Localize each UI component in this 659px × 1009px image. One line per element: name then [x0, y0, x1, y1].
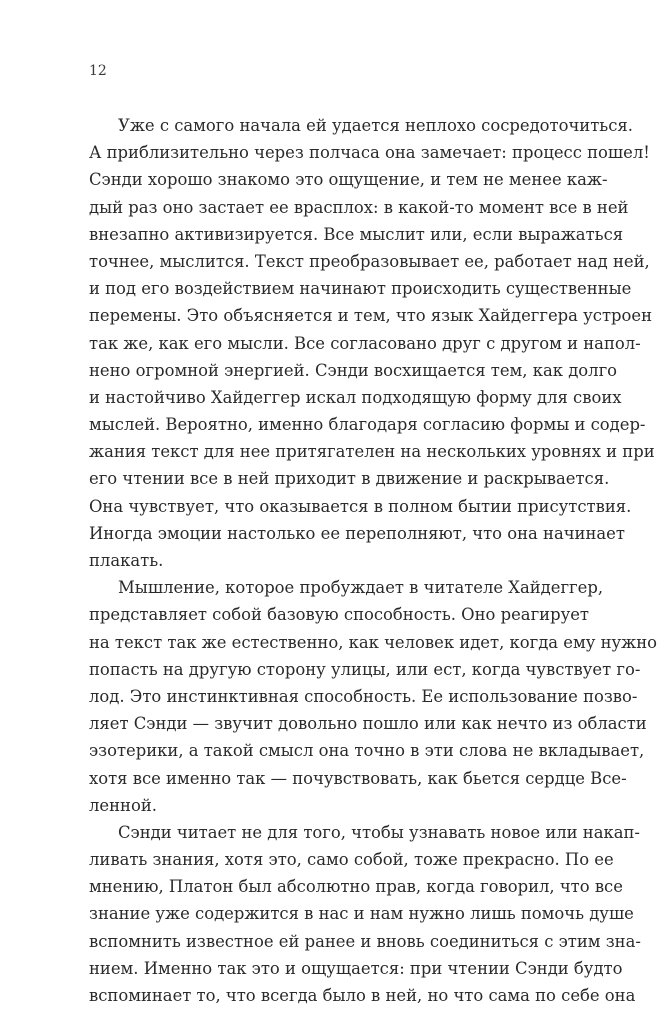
- text-line: лод. Это инстинктивная способность. Ее использование позво-: [89, 686, 638, 706]
- text-line: плакать.: [89, 551, 164, 570]
- page-number: 12: [89, 63, 107, 79]
- text-line: представляет собой базовую способность. Оно реагирует: [89, 605, 589, 625]
- text-line: перемены. Это объясняется и тем, что язык Хайдеггера устроен: [89, 306, 653, 326]
- text-line: нено огромной энергией. Сэнди восхищается тем, как долго: [89, 360, 618, 380]
- text-line: и под его воздействием начинают происходить существенные: [89, 279, 632, 299]
- text-line: Мышление, которое пробуждает в читателе Хайдеггер,: [118, 578, 604, 598]
- paragraph: [89, 819, 641, 1009]
- text-line: ливать знания, хотя это, само собой, тоже прекрасно. По ее: [89, 850, 614, 870]
- text-line: Уже с самого начала ей удается неплохо сосредоточиться.: [118, 116, 633, 135]
- text-line: мыслей. Вероятно, именно благодаря согласию формы и содер-: [89, 415, 646, 435]
- text-line: Иногда эмоции настолько ее переполняют, что она начинает: [89, 523, 625, 543]
- text-line: на текст так же естественно, как человек идет, когда ему нужно: [89, 632, 658, 652]
- text-line: вспоминает то, что всегда было в ней, но что сама по себе она: [89, 986, 636, 1005]
- paragraph: [89, 112, 655, 574]
- text-line: А приблизительно через полчаса она замечает: процесс пошел!: [89, 143, 650, 163]
- body-text: [89, 112, 658, 1009]
- text-line: Сэнди хорошо знакомо это ощущение, и тем не менее каж-: [89, 170, 608, 190]
- text-line: ляет Сэнди — звучит довольно пошло или как нечто из области: [89, 714, 647, 734]
- text-line: точнее, мыслится. Текст преобразовывает ее, работает над ней,: [89, 251, 650, 271]
- text-line: мнению, Платон был абсолютно прав, когда говорил, что все: [89, 877, 623, 897]
- text-line: внезапно активизируется. Все мыслит или, если выражаться: [89, 224, 624, 244]
- text-line: вспомнить известное ей ранее и вновь соединиться с этим зна-: [89, 931, 641, 951]
- text-line: ленной.: [89, 795, 157, 815]
- text-line: нием. Именно так это и ощущается: при чтении Сэнди будто: [89, 958, 623, 978]
- text-line: хотя все именно так — почувствовать, как бьется сердце Все-: [89, 768, 627, 788]
- paragraph: [89, 574, 658, 819]
- text-line: эзотерики, а такой смысл она точно в эти слова не вкладывает,: [89, 741, 645, 761]
- text-line: жания текст для нее притягателен на нескольких уровнях и при: [89, 442, 655, 462]
- text-line: так же, как его мысли. Все согласовано друг с другом и напол-: [89, 333, 641, 353]
- text-line: его чтении все в ней приходит в движение и раскрывается.: [89, 469, 610, 489]
- text-line: знание уже содержится в нас и нам нужно лишь помочь душе: [89, 904, 634, 924]
- text-line: Сэнди читает не для того, чтобы узнавать новое или накап-: [118, 822, 640, 842]
- text-line: и настойчиво Хайдеггер искал подходящую форму для своих: [89, 387, 622, 407]
- text-line: дый раз оно застает ее врасплох: в какой-то момент все в ней: [89, 197, 629, 217]
- text-line: попасть на другую сторону улицы, или ест, когда чувствует го-: [89, 659, 641, 679]
- text-line: Она чувствует, что оказывается в полном бытии присутствия.: [89, 496, 632, 516]
